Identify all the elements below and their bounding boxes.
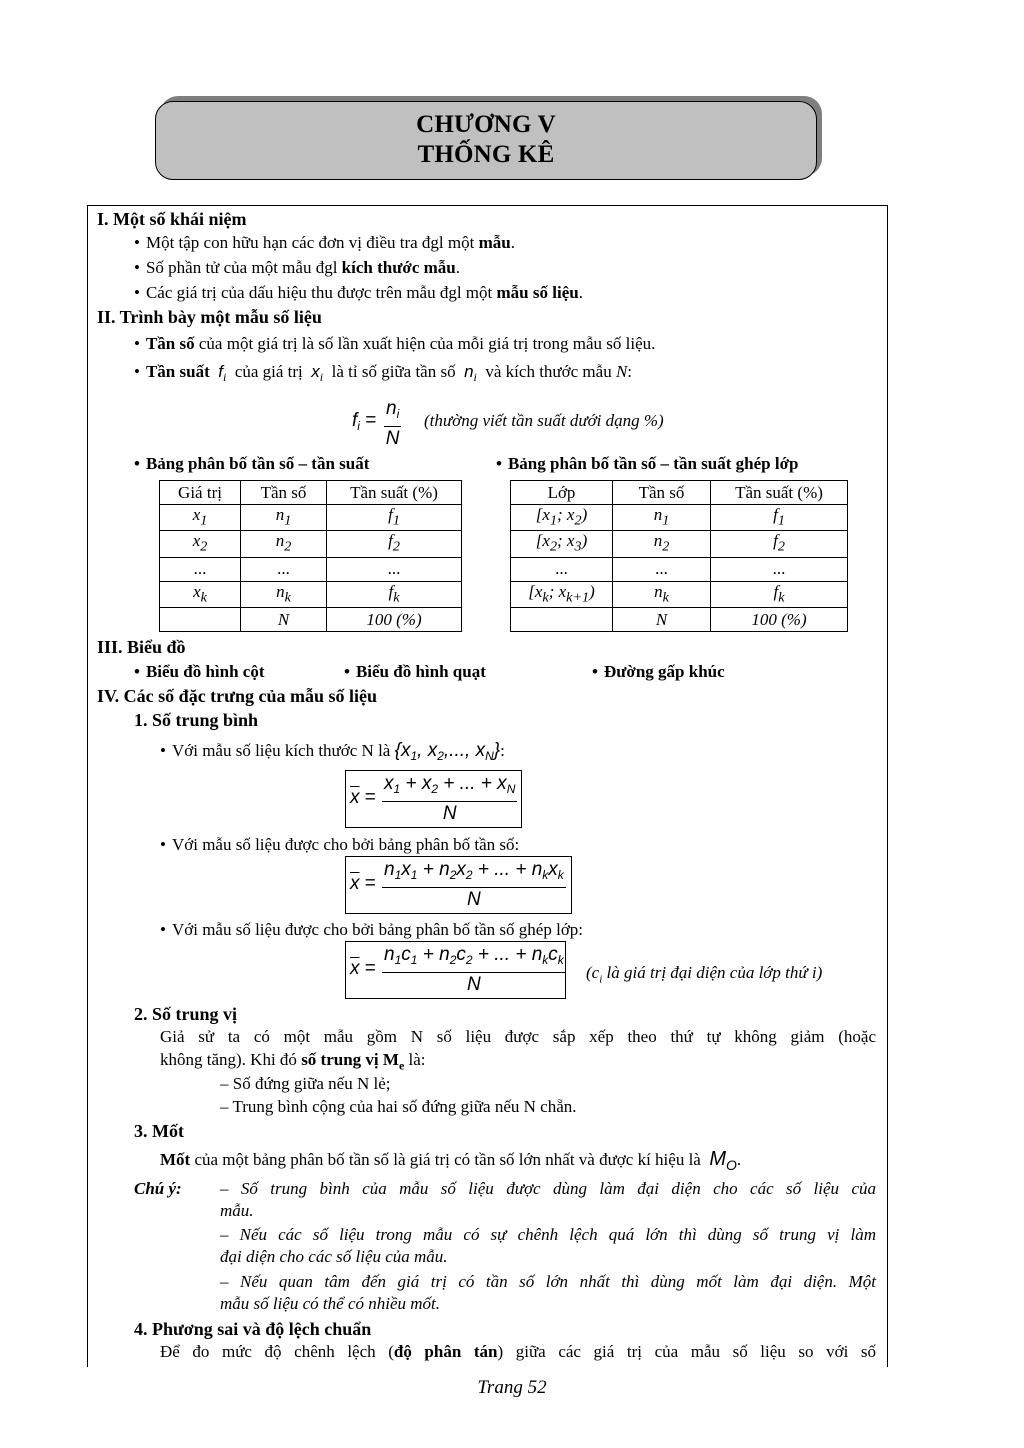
table-cell: [$x_k$; $x_{k+1}$) [511, 581, 613, 607]
section-3-heading: III. Biểu đồ [97, 637, 186, 657]
table-row [511, 505, 848, 531]
fraction-numerator: $x_1 + x_2$ + ... + $x_N$ [382, 773, 517, 802]
table-cell: $n_1$ [613, 505, 711, 531]
mean-fraction-2 [382, 859, 566, 912]
mode-heading: 3. Mốt [134, 1121, 184, 1141]
table-cell: $x_k$ [160, 581, 241, 607]
page-number: Trang 52 [477, 1377, 547, 1398]
table-cell: ... [613, 557, 711, 581]
fraction-denominator: N [442, 803, 457, 824]
relative-frequency-fraction [384, 398, 401, 451]
table-cell: ... [241, 557, 327, 581]
table-cell: $f_k$ [327, 581, 462, 607]
table-row [511, 531, 848, 557]
table-cell: 100 (%) [327, 608, 462, 632]
median-rule-even: – Trung bình cộng của hai số đứng giữa nếu N chẵn. [220, 1097, 577, 1116]
mean-formula-3-box [345, 941, 566, 999]
table-header-row [511, 481, 848, 505]
mean-formula-1-box [345, 770, 522, 828]
mean-case-2: • Với mẫu số liệu được cho bởi bảng phân bố tần số: [160, 834, 519, 856]
table-cell: ... [511, 557, 613, 581]
header-cell: Tần số [241, 481, 327, 505]
note-line: mẫu số liệu có thể có nhiều mốt. [220, 1294, 441, 1313]
median-text-line-2: không tăng). Khi đó số trung vị $M_e$ là: [160, 1050, 426, 1073]
chart-type-bar: • Biểu đồ hình cột [134, 661, 265, 683]
fraction-denominator: N [385, 428, 400, 449]
mean-case-3: • Với mẫu số liệu được cho bởi bảng phân bố tần số ghép lớp: [160, 919, 583, 941]
table-row [160, 581, 462, 607]
mean-symbol: $\overline{x}$ = [350, 787, 376, 808]
mean-fraction-3 [382, 944, 566, 997]
table-row [160, 505, 462, 531]
chart-type-pie: • Biểu đồ hình quạt [344, 661, 486, 683]
table-cell: [$x_2$; $x_3$) [511, 531, 613, 557]
table-cell: $n_1$ [241, 505, 327, 531]
table-cell: $x_2$ [160, 531, 241, 557]
table-row [160, 531, 462, 557]
section-2-heading: II. Trình bày một mẫu số liệu [97, 307, 322, 327]
chart-type-line: • Đường gấp khúc [592, 661, 725, 683]
relative-frequency-definition: • Tần suất $f_i$ của giá trị $x_i$ là tỉ số giữa tần số $n_i$ và kích thước mẫu N: [134, 361, 632, 388]
header-cell: Lớp [511, 481, 613, 505]
table-2-title: • Bảng phân bố tần số – tần suất ghép lớp [496, 453, 798, 475]
note-line: – Nếu quan tâm đến giá trị có tần số lớn nhất thì dùng mốt làm đại diện. Một [220, 1272, 876, 1291]
table-cell: 100 (%) [711, 608, 848, 632]
median-rule-odd: – Số đứng giữa nếu N lẻ; [220, 1074, 391, 1093]
formula-lhs: $f_i$ = [352, 410, 377, 433]
header-cell: Tần suất (%) [327, 481, 462, 505]
table-cell: N [613, 608, 711, 632]
table-1-title: • Bảng phân bố tần số – tần suất [134, 453, 369, 475]
fraction-denominator: N [467, 974, 481, 995]
table-cell: $f_1$ [711, 505, 848, 531]
frequency-definition: • Tần số của một giá trị là số lần xuất hiện của mỗi giá trị trong mẫu số liệu. [134, 333, 655, 355]
variance-heading: 4. Phương sai và độ lệch chuẩn [134, 1319, 372, 1339]
table-row [160, 608, 462, 632]
table-row [511, 557, 848, 581]
table-cell: $n_2$ [613, 531, 711, 557]
fraction-numerator: $n_1c_1 + n_2c_2$ + ... + $n_kc_k$ [382, 944, 566, 973]
grouped-frequency-table [510, 480, 848, 632]
table-cell: N [241, 608, 327, 632]
mean-fraction-1 [382, 773, 517, 826]
table-cell: ... [327, 557, 462, 581]
fraction-denominator: N [467, 889, 481, 910]
mean-symbol: $\overline{x}$ = [350, 958, 376, 979]
note-label: Chú ý: [134, 1179, 182, 1198]
note-line: đại diện cho các số liệu của mẫu. [220, 1247, 448, 1266]
note-line: – Nếu các số liệu trong mẫu có sự chênh lệch quá lớn thì dùng số trung vị làm [220, 1225, 876, 1244]
fraction-numerator: $n_1x_1 + n_2x_2$ + ... + $n_kx_k$ [382, 859, 566, 888]
note-line: – Số trung bình của mẫu số liệu được dùng làm đại diện cho các số liệu của [220, 1179, 876, 1198]
variance-intro: Để đo mức độ chênh lệch (độ phân tán) giữa các giá trị của mẫu số liệu so với số [160, 1342, 876, 1361]
table-row [511, 608, 848, 632]
mean-case-1: • Với mẫu số liệu kích thước N là {$x_1$, $x_2$,..., $x_N$}: [160, 740, 505, 767]
section-1-heading: I. Một số khái niệm [97, 209, 247, 229]
table-row [511, 581, 848, 607]
fraction-numerator: $n_i$ [384, 398, 401, 427]
table-cell: $f_1$ [327, 505, 462, 531]
header-cell: Tần số [613, 481, 711, 505]
note-line: mẫu. [220, 1201, 254, 1220]
class-representative-note: ($c_i$ là giá trị đại diện của lớp thứ i) [586, 963, 823, 986]
table-cell: $f_k$ [711, 581, 848, 607]
chapter-number: CHƯƠNG V [416, 111, 556, 138]
table-cell [511, 608, 613, 632]
table-row [160, 557, 462, 581]
frequency-table [159, 480, 462, 632]
mean-symbol: $\overline{x}$ = [350, 873, 376, 894]
table-cell: $x_1$ [160, 505, 241, 531]
chapter-title-banner [155, 101, 817, 180]
section-4-heading: IV. Các số đặc trưng của mẫu số liệu [97, 686, 377, 706]
median-heading: 2. Số trung vị [134, 1004, 238, 1024]
section-1-bullet: • Số phần tử của một mẫu đgl kích thước mẫu. [134, 257, 460, 279]
chapter-topic: THỐNG KÊ [417, 141, 555, 168]
table-cell [160, 608, 241, 632]
section-1-bullet: • Các giá trị của dấu hiệu thu được trên mẫu đgl một mẫu số liệu. [134, 282, 583, 304]
table-cell: $f_2$ [711, 531, 848, 557]
table-cell: ... [711, 557, 848, 581]
mean-heading: 1. Số trung bình [134, 710, 259, 730]
table-cell: ... [160, 557, 241, 581]
mean-formula-2-box [345, 856, 572, 914]
mode-definition: Mốt của một bảng phân bố tần số là giá trị có tần số lớn nhất và được kí hiệu là $M_O$. [160, 1148, 742, 1173]
table-cell: $n_2$ [241, 531, 327, 557]
median-text-line-1: Giả sử ta có một mẫu gồm N số liệu được sắp xếp theo thứ tự không giảm (hoặc [160, 1027, 876, 1046]
header-cell: Tần suất (%) [711, 481, 848, 505]
formula-note: (thường viết tần suất dưới dạng %) [424, 411, 664, 430]
table-cell: $n_k$ [241, 581, 327, 607]
table-header-row [160, 481, 462, 505]
header-cell: Giá trị [160, 481, 241, 505]
section-1-bullet: • Một tập con hữu hạn các đơn vị điều tra đgl một mẫu. [134, 232, 515, 254]
table-cell: $n_k$ [613, 581, 711, 607]
table-cell: [$x_1$; $x_2$) [511, 505, 613, 531]
table-cell: $f_2$ [327, 531, 462, 557]
